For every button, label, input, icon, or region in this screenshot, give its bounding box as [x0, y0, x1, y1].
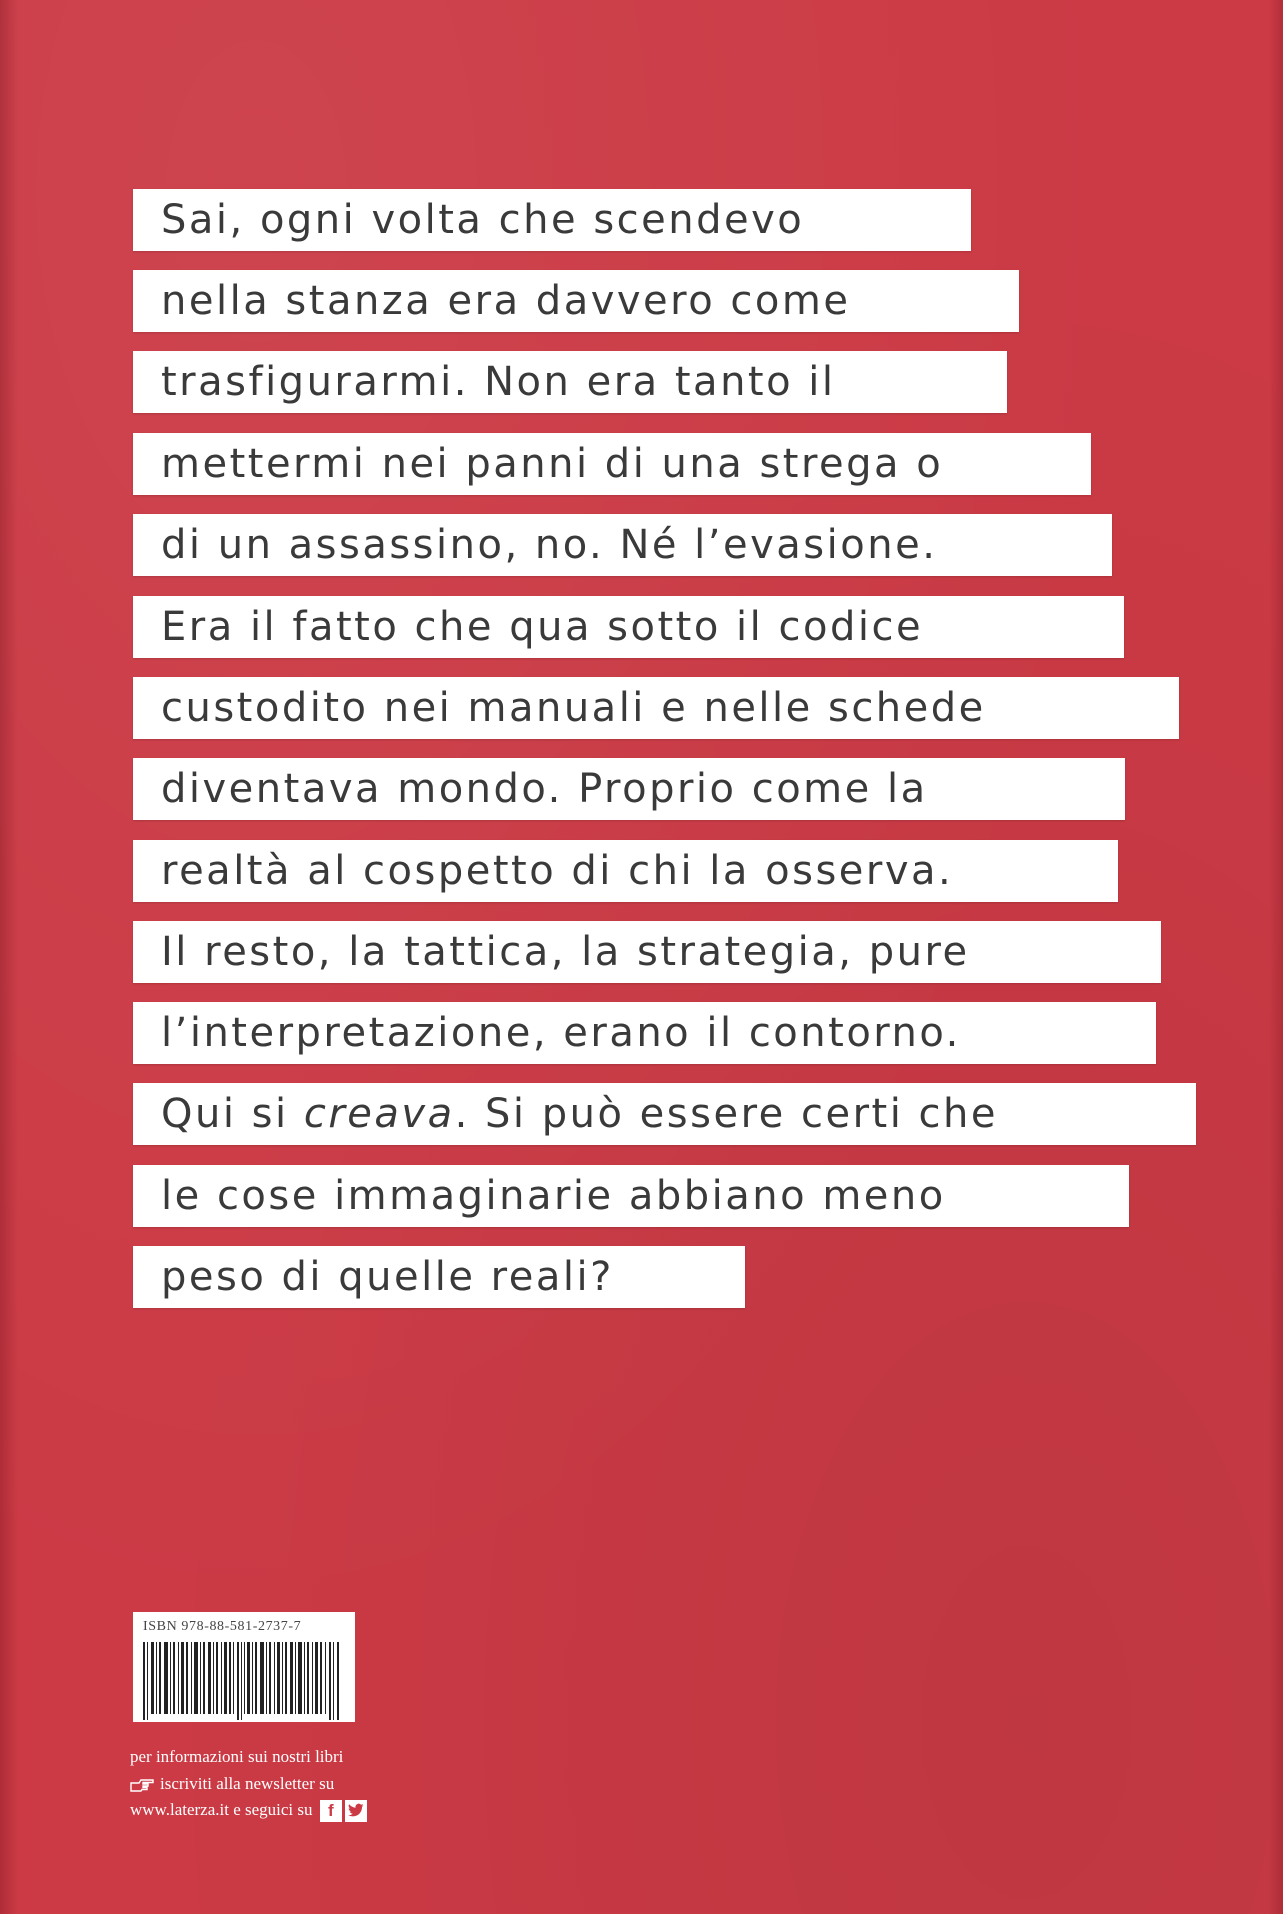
barcode-label — [133, 1612, 355, 1722]
pointing-hand-icon — [130, 1778, 154, 1792]
quote-line: peso di quelle reali? — [133, 1246, 745, 1308]
newsletter-text: iscriviti alla newsletter su — [160, 1774, 335, 1793]
quote-line: custodito nei manuali e nelle schede — [133, 677, 1179, 739]
quote-line: Sai, ogni volta che scendevo — [133, 189, 971, 251]
cover-edge-left — [0, 0, 18, 1914]
quote-line: le cose immaginarie abbiano meno — [133, 1165, 1129, 1227]
quote-line: nella stanza era davvero come — [133, 270, 1019, 332]
twitter-icon[interactable] — [345, 1800, 367, 1822]
facebook-icon[interactable]: f — [320, 1800, 342, 1822]
cover-edge-right — [1269, 0, 1283, 1914]
quote-line: l’interpretazione, erano il contorno. — [133, 1002, 1156, 1064]
quote-line: realtà al cospetto di chi la osserva. — [133, 840, 1118, 902]
quote-line: Era il fatto che qua sotto il codice — [133, 596, 1124, 658]
quote-line-text: Qui si — [161, 1091, 304, 1137]
website-line — [130, 1800, 367, 1822]
isbn-number: ISBN 978-88-581-2737-7 — [143, 1619, 302, 1634]
website-text[interactable]: www.laterza.it e seguici su — [130, 1800, 313, 1819]
quote-line: Il resto, la tattica, la strategia, pure — [133, 921, 1161, 983]
quote-line: mettermi nei panni di una strega o — [133, 433, 1091, 495]
newsletter-line — [130, 1774, 334, 1794]
quote-line — [133, 1083, 1196, 1145]
quote-line: trasfigurarmi. Non era tanto il — [133, 351, 1007, 413]
quote-emphasis: creava — [303, 1091, 455, 1137]
quote-line-text: . Si può essere certi che — [454, 1091, 998, 1137]
info-line: per informazioni sui nostri libri — [130, 1747, 344, 1766]
quote-line: di un assassino, no. Né l’evasione. — [133, 514, 1112, 576]
barcode — [143, 1642, 347, 1720]
quote-line: diventava mondo. Proprio come la — [133, 758, 1125, 820]
